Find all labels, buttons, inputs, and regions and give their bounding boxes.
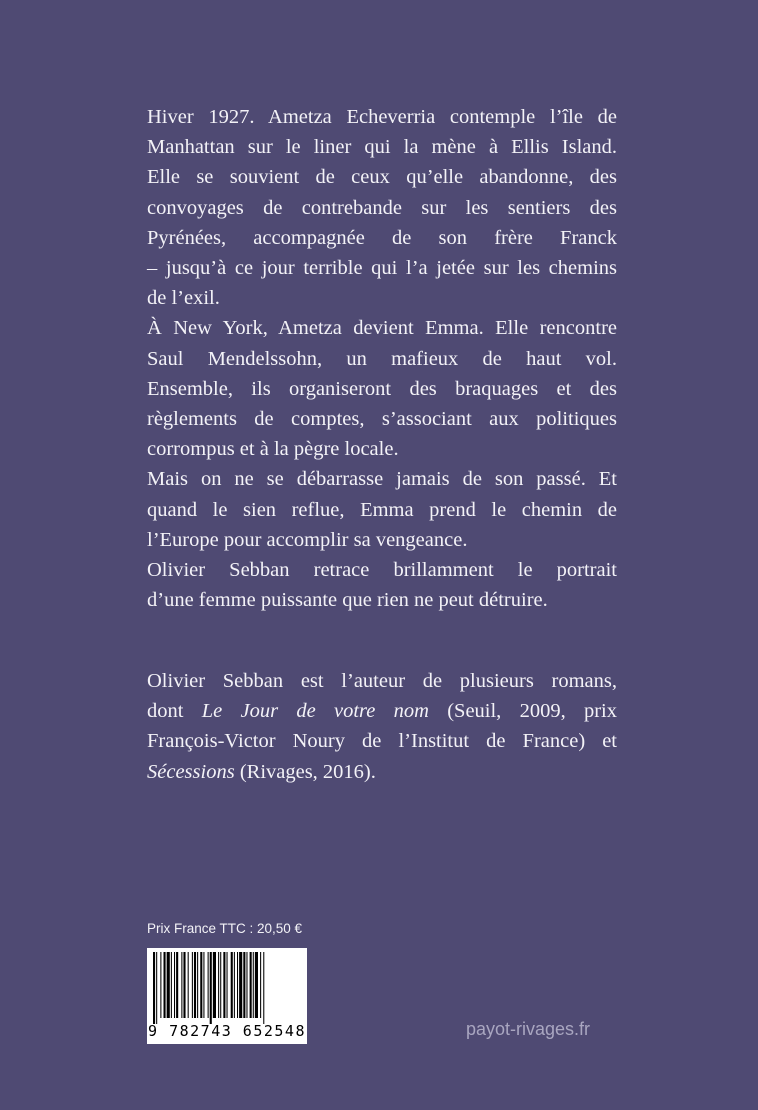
bio-text: (Seuil, 2009, prix [428,700,618,723]
synopsis [147,102,617,615]
barcode-bar [192,952,193,1018]
synopsis-line: convoyages de contrebande sur les sentiers des [147,196,617,219]
synopsis-line: l’Europe pour accomplir sa vengeance. [147,528,468,551]
barcode-bar [171,952,172,1018]
barcode-bar [183,952,185,1018]
synopsis-paragraph-1 [147,102,617,313]
barcode-bar [203,952,204,1018]
bio-line [147,757,617,787]
barcode-bar [260,952,261,1018]
barcode-bar [253,952,254,1018]
synopsis-line: Mais on ne se débarrasse jamais de son passé. Et [147,468,617,491]
bio-text: (Rivages, 2016). [234,760,376,783]
synopsis-line: – jusqu’à ce jour terrible qui l’a jetée sur les chemins [147,257,617,280]
barcode-bar [213,952,216,1018]
barcode-bar [243,952,245,1018]
barcode-bar [220,952,221,1018]
synopsis-line: d’une femme puissante que rien ne peut détruire. [147,589,548,612]
synopsis-line: Elle se souvient de ceux qu’elle abandonne, des [147,166,617,189]
barcode-bar [208,952,209,1018]
barcode-bar [156,952,157,1024]
synopsis-line: Ensemble, ils organiseront des braquages et des [147,377,617,400]
barcode-bar [250,952,252,1018]
synopsis-line: quand le sien reflue, Emma prend le chemin de [147,498,617,521]
synopsis-paragraph-4 [147,555,617,615]
barcode-bar [234,952,235,1018]
barcode-bar [237,952,238,1018]
barcode-bar [160,952,161,1018]
bio-line [147,696,617,726]
synopsis-paragraph-2 [147,313,617,464]
barcode-bar [174,952,175,1018]
barcode-digits: 9 782743 652548 [148,1022,306,1040]
barcode-bar [263,952,264,1024]
barcode-bar [239,952,242,1018]
barcode-bar [153,952,155,1024]
barcode-bar [255,952,258,1018]
barcode-bar [218,952,219,1018]
synopsis-line: À New York, Ametza devient Emma. Elle rencontre [147,317,617,340]
book-title: Sécessions [147,760,235,783]
author-bio [147,666,617,787]
synopsis-line: règlements de comptes, s’associant aux politiques [147,408,617,431]
barcode-bar [246,952,247,1018]
bio-text: dont [147,700,202,723]
bio-line: François-Victor Noury de l’Institut de France) et [147,730,617,753]
barcode-bar [188,952,189,1018]
barcode-bar [176,952,178,1018]
book-title: Le Jour de votre nom [201,700,429,723]
barcode-bar [227,952,228,1018]
barcode-bar [210,952,212,1024]
synopsis-line: Hiver 1927. Ametza Echeverria contemple l’île de [147,106,617,128]
barcode-bar [181,952,182,1018]
synopsis-paragraph-3 [147,464,617,555]
synopsis-line: Saul Mendelssohn, un mafieux de haut vol. [147,347,617,370]
synopsis-line: Manhattan sur le liner qui la mène à Ellis Island. [147,136,617,159]
barcode [147,948,307,1044]
barcode-bar [231,952,233,1018]
synopsis-line: corrompus et à la pègre locale. [147,438,399,461]
price-label: Prix France TTC : 20,50 € [147,921,303,936]
barcode-bar [194,952,196,1018]
bio-line: Olivier Sebban est l’auteur de plusieurs romans, [147,670,617,692]
website-url: payot-rivages.fr [466,1019,591,1039]
barcode-bar [164,952,166,1018]
synopsis-line: Olivier Sebban retrace brillamment le portrait [147,559,617,582]
barcode-bar [167,952,170,1018]
synopsis-line: Pyrénées, accompagnée de son frère Franck [147,226,617,249]
barcode-bar [200,952,202,1018]
barcode-bar [223,952,225,1018]
barcode-bar [197,952,198,1018]
synopsis-line: de l’exil. [147,287,220,310]
